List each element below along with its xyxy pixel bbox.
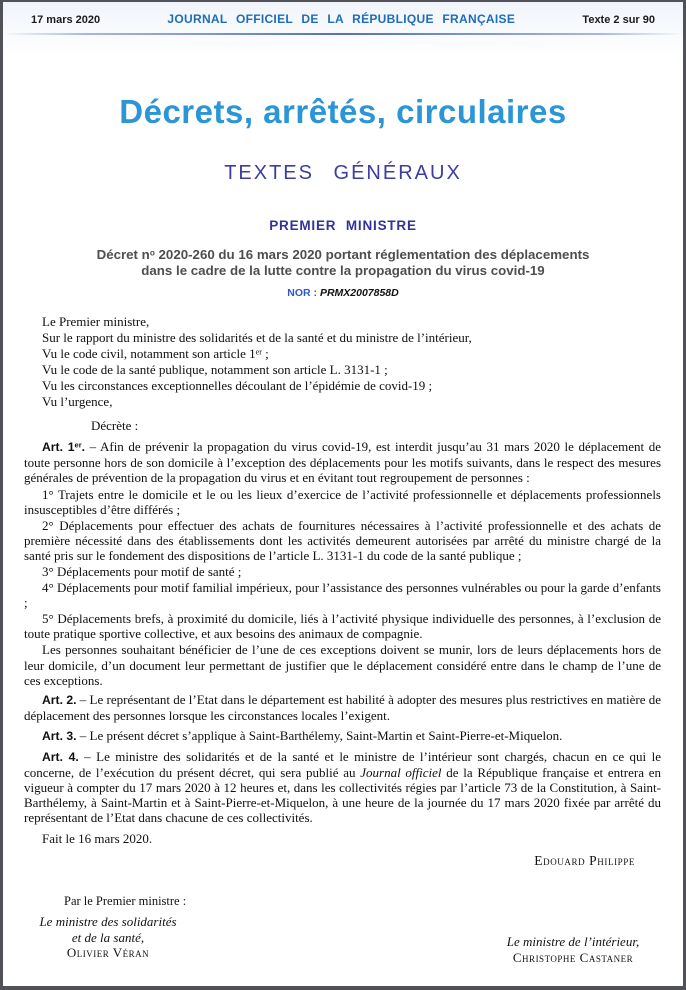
paragraph: Vu l’urgence,: [42, 394, 113, 410]
decree-title-line2: dans le cadre de la lutte contre la propagation du virus covid-19: [141, 262, 545, 278]
decree-body: [24, 314, 661, 847]
minister2-title: Le ministre de l’intérieur,: [506, 934, 640, 950]
decree-title: [3, 247, 683, 279]
paragraph: Vu les circonstances exceptionnelles découlant de l’épidémie de covid-19 ;: [42, 377, 433, 393]
decree-title-line1: Décret $n^o$ 2020-260 du 16 mars 2020 portant réglementation des déplacements: [96, 247, 590, 262]
minister2-name: Christophe Castaner: [512, 949, 634, 965]
article-paragraph: Art. 2. – Le représentant de l’Etat dans le département est habilité à adopter des mesures plus restrictives en matière de déplacement des personnes lorsque les circonstances locales l’exigent.: [24, 692, 661, 724]
paragraph: Fait le 16 mars 2020.: [42, 831, 153, 846]
page-header: [3, 2, 683, 26]
section-title: Décrets, arrêtés, circulaires: [119, 93, 567, 130]
article-paragraph: Art. 1er. – Afin de prévenir la propagation du virus covid-19, est interdit jusqu’au 31 mars 2020 le déplacement de toute personne hors de son domicile à l’exception des déplacements pour les motifs suivants, dans le respect des mesures générales de prévention de la propagation du virus et en évitant tout regroupement de personnes :: [24, 439, 662, 486]
paragraph: 2° Déplacements pour effectuer des achats de fournitures nécessaires à l’activité professionnelle et des achats de première nécessité dans des établissements dont les activités demeurent autorisées par arrêté du ministre chargé de la santé pris sur le fondement des dispositions de l’article L. 3131-1 du code de la santé publique ;: [24, 517, 661, 563]
minister1-title-line2: et de la santé,: [71, 929, 145, 945]
countersign-intro: Par le Premier ministre :: [64, 894, 187, 909]
minister1-name: Olivier Véran: [66, 945, 150, 961]
journal-title: JOURNAL OFFICIEL DE LA RÉPUBLIQUE FRANÇAISE: [167, 12, 516, 26]
paragraph: 3° Déplacements pour motif de santé ;: [42, 564, 242, 579]
paragraph: Décrète :: [91, 418, 139, 434]
ministry-heading: PREMIER MINISTRE: [269, 218, 417, 233]
nor-line: [3, 287, 683, 299]
signature-minister-solidarites: [24, 914, 192, 961]
minister1-title-line1: Le ministre des solidarités: [39, 914, 177, 930]
paragraph: 5° Déplacements brefs, à proximité du domicile, liés à l’activité physique individuelle des personnes, à l’exclusion de toute pratique sportive collective, et aux besoins des animaux de compagnie.: [24, 611, 661, 642]
signature-block: [24, 846, 662, 986]
paragraph: Vu le code de la santé publique, notamment son article L. 3131-1 ;: [42, 361, 388, 377]
paragraph: 4° Déplacements pour motif familial impérieux, pour l’assistance des personnes vulnérables ou pour la garde d’enfants ;: [24, 580, 661, 611]
nor-value: PRMX2007858D: [319, 286, 399, 299]
paragraph: Sur le rapport du ministre des solidarités et de la santé et du ministre de l’intérieur,: [42, 329, 472, 345]
signature-prime-minister: Edouard Philippe: [534, 853, 635, 869]
paragraph: Les personnes souhaitant bénéficier de l’une de ces exceptions doivent se munir, lors de leurs déplacements hors de leur domicile, d’un document leur permettant de justifier que le déplacement considéré entre dans le champ de l’une de ces exceptions.: [24, 642, 661, 688]
paragraph: Vu le code civil, notamment son article 1er ;: [42, 345, 269, 361]
article-paragraph: Art. 4. – Le ministre des solidarités et de la santé et le ministre de l’intérieur sont chargés, chacun en ce qui le concerne, de l’exécution du présent décret, qui sera publié au Journal officiel de la République française et entrera en vigueur à compter du 17 mars 2020 à 12 heures et, dans les collectivités régies par l’article 73 de la Constitution, à Saint-Barthélemy, à Saint-Martin et à Saint-Pierre-et-Miquelon, à une heure de la journée du 17 mars 2020 fixée par arrêté du représentant de l’Etat dans chacune de ces collectivités.: [24, 748, 661, 825]
header-date: 17 mars 2020: [31, 14, 101, 26]
text-number: Texte 2 sur 90: [582, 14, 655, 26]
signature-minister-interieur: [484, 934, 662, 966]
article-paragraph: Art. 3. – Le présent décret s’applique à Saint-Barthélemy, Saint-Martin et Saint-Pierre-et-Miquelon.: [42, 727, 563, 743]
nor-label: NOR :: [287, 286, 318, 299]
paragraph: 1° Trajets entre le domicile et le ou les lieux d’exercice de l’activité professionnelle et déplacements professionnels insusceptibles d’être différés ;: [24, 486, 661, 517]
subsection-title: TEXTES GÉNÉRAUX: [224, 162, 462, 184]
header-rule: [3, 33, 683, 35]
paragraph: Le Premier ministre,: [42, 313, 150, 329]
